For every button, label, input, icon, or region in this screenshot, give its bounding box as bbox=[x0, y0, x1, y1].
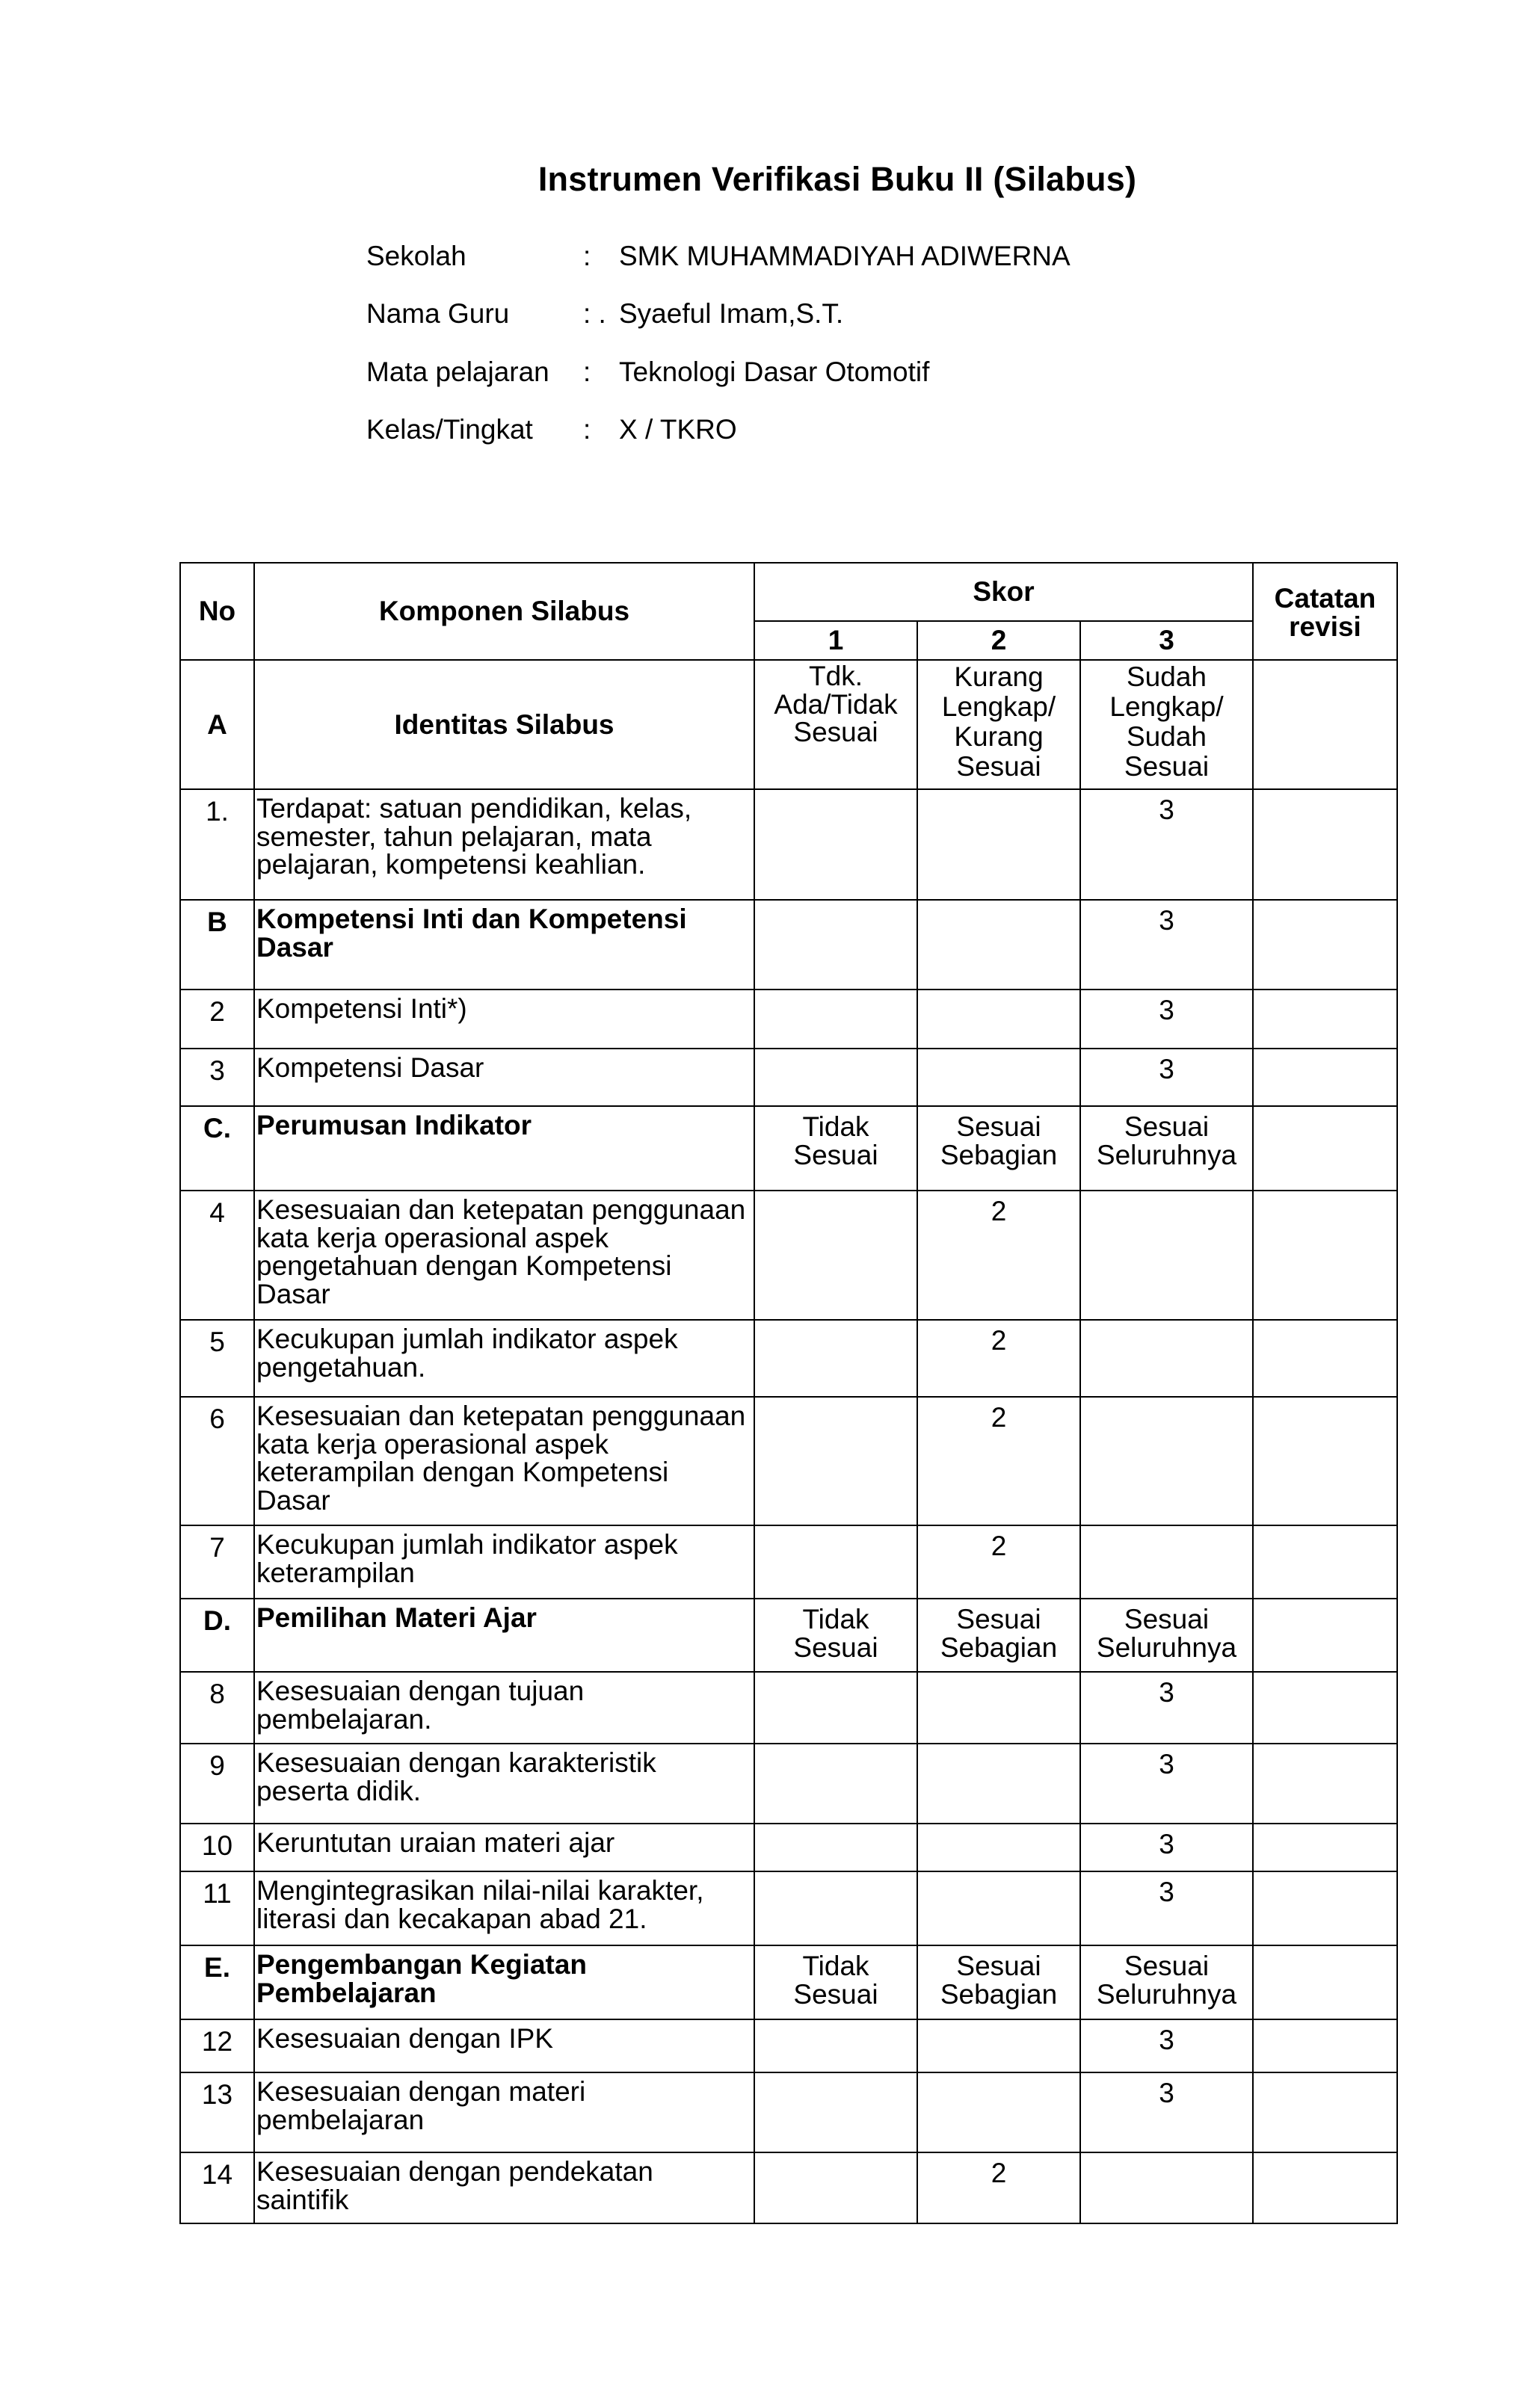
table-row bbox=[180, 2019, 1397, 2072]
score-cell-1 bbox=[754, 1191, 917, 1320]
catatan-cell bbox=[1253, 900, 1397, 990]
score-legend-3: Sudah Lengkap/ Sudah Sesuai bbox=[1080, 660, 1253, 789]
score-cell-3: 3 bbox=[1080, 990, 1253, 1049]
score-legend-1: Tidak Sesuai bbox=[754, 1106, 917, 1191]
row-text: Kesesuaian dengan pendekatan saintifik bbox=[254, 2152, 754, 2223]
section-row-b bbox=[180, 900, 1397, 990]
score-cell-2: 2 bbox=[917, 1525, 1080, 1599]
table-row bbox=[180, 1320, 1397, 1397]
score-cell-2: 2 bbox=[917, 1397, 1080, 1525]
row-no: 8 bbox=[180, 1672, 254, 1744]
section-title: Kompetensi Inti dan Kompetensi Dasar bbox=[254, 900, 754, 990]
row-text: Kesesuaian dengan materi pembelajaran bbox=[254, 2072, 754, 2152]
row-text: Kompetensi Dasar bbox=[254, 1049, 754, 1106]
row-text: Mengintegrasikan nilai-nilai karakter, literasi dan kecakapan abad 21. bbox=[254, 1871, 754, 1945]
score-cell-1 bbox=[754, 990, 917, 1049]
row-no: 11 bbox=[180, 1871, 254, 1945]
score-legend-2: Sesuai Sebagian bbox=[917, 1945, 1080, 2019]
row-text: Terdapat: satuan pendidikan, kelas, semester, tahun pelajaran, mata pelajaran, kompetensi keahlian. bbox=[254, 789, 754, 900]
section-title: Pemilihan Materi Ajar bbox=[254, 1599, 754, 1672]
info-row-sekolah bbox=[366, 227, 1071, 285]
score-cell-1 bbox=[754, 1871, 917, 1945]
catatan-cell bbox=[1253, 1106, 1397, 1191]
info-label: Nama Guru bbox=[366, 298, 510, 330]
score-cell-2: 2 bbox=[917, 2152, 1080, 2223]
table-row bbox=[180, 1191, 1397, 1320]
row-no: 2 bbox=[180, 990, 254, 1049]
score-cell-2 bbox=[917, 2072, 1080, 2152]
section-title: Perumusan Indikator bbox=[254, 1106, 754, 1191]
row-text: Kesesuaian dan ketepatan penggunaan kata kerja operasional aspek keterampilan dengan Kompetensi Dasar bbox=[254, 1397, 754, 1525]
row-no: 3 bbox=[180, 1049, 254, 1106]
info-value: X / TKRO bbox=[619, 414, 737, 445]
header-skor: Skor bbox=[754, 563, 1253, 621]
info-row-mata-pelajaran bbox=[366, 343, 1071, 401]
catatan-cell bbox=[1253, 1049, 1397, 1106]
score-cell-2 bbox=[917, 1744, 1080, 1824]
section-no: C. bbox=[180, 1106, 254, 1191]
section-no: A bbox=[180, 660, 254, 789]
info-value: Syaeful Imam,S.T. bbox=[619, 298, 844, 330]
row-text: Kecukupan jumlah indikator aspek pengetahuan. bbox=[254, 1320, 754, 1397]
score-cell-2 bbox=[917, 789, 1080, 900]
section-no: B bbox=[180, 900, 254, 990]
score-legend-1: Tidak Sesuai bbox=[754, 1945, 917, 2019]
catatan-cell bbox=[1253, 990, 1397, 1049]
header-score-3: 3 bbox=[1080, 621, 1253, 660]
row-no: 12 bbox=[180, 2019, 254, 2072]
row-text: Kompetensi Inti*) bbox=[254, 990, 754, 1049]
table-row bbox=[180, 1397, 1397, 1525]
section-row-a bbox=[180, 660, 1397, 789]
section-no: E. bbox=[180, 1945, 254, 2019]
score-legend-3: Sesuai Seluruhnya bbox=[1080, 1106, 1253, 1191]
catatan-cell bbox=[1253, 1599, 1397, 1672]
score-cell-3 bbox=[1080, 1525, 1253, 1599]
row-text: Kesesuaian dengan IPK bbox=[254, 2019, 754, 2072]
table-row bbox=[180, 2152, 1397, 2223]
section-title: Pengembangan Kegiatan Pembelajaran bbox=[254, 1945, 754, 2019]
catatan-cell bbox=[1253, 1191, 1397, 1320]
score-cell-2: 2 bbox=[917, 1320, 1080, 1397]
row-text: Kesesuaian dan ketepatan penggunaan kata kerja operasional aspek pengetahuan dengan Kompetensi Dasar bbox=[254, 1191, 754, 1320]
score-cell-2 bbox=[917, 1824, 1080, 1871]
info-label: Kelas/Tingkat bbox=[366, 414, 533, 445]
table-row bbox=[180, 1525, 1397, 1599]
score-cell-1 bbox=[754, 900, 917, 990]
section-row-e bbox=[180, 1945, 1397, 2019]
catatan-cell bbox=[1253, 789, 1397, 900]
score-cell-1 bbox=[754, 789, 917, 900]
info-separator: : bbox=[583, 240, 591, 271]
row-no: 13 bbox=[180, 2072, 254, 2152]
catatan-cell bbox=[1253, 1945, 1397, 2019]
score-cell-1 bbox=[754, 2019, 917, 2072]
header-score-1: 1 bbox=[754, 621, 917, 660]
row-no: 4 bbox=[180, 1191, 254, 1320]
catatan-cell bbox=[1253, 2072, 1397, 2152]
row-no: 7 bbox=[180, 1525, 254, 1599]
catatan-cell bbox=[1253, 1824, 1397, 1871]
score-cell-3 bbox=[1080, 1191, 1253, 1320]
score-cell-2 bbox=[917, 1871, 1080, 1945]
score-cell-3: 3 bbox=[1080, 1744, 1253, 1824]
score-cell-1 bbox=[754, 1049, 917, 1106]
score-cell-3: 3 bbox=[1080, 1824, 1253, 1871]
score-cell-3: 3 bbox=[1080, 900, 1253, 990]
row-text: Keruntutan uraian materi ajar bbox=[254, 1824, 754, 1871]
info-block bbox=[366, 227, 1071, 459]
score-cell-2 bbox=[917, 990, 1080, 1049]
row-text: Kesesuaian dengan karakteristik peserta didik. bbox=[254, 1744, 754, 1824]
score-cell-1 bbox=[754, 2072, 917, 2152]
score-cell-2 bbox=[917, 1672, 1080, 1744]
section-row-c bbox=[180, 1106, 1397, 1191]
header-no: No bbox=[180, 563, 254, 660]
header-catatan: Catatan revisi bbox=[1253, 563, 1397, 660]
score-cell-3: 3 bbox=[1080, 1049, 1253, 1106]
header-row bbox=[180, 563, 1397, 621]
row-text: Kesesuaian dengan tujuan pembelajaran. bbox=[254, 1672, 754, 1744]
table-row bbox=[180, 990, 1397, 1049]
page-title: Instrumen Verifikasi Buku II (Silabus) bbox=[537, 160, 1137, 198]
section-no: D. bbox=[180, 1599, 254, 1672]
info-row-kelas bbox=[366, 401, 1071, 460]
score-cell-3: 3 bbox=[1080, 789, 1253, 900]
header-komponen: Komponen Silabus bbox=[254, 563, 754, 660]
score-cell-1 bbox=[754, 1525, 917, 1599]
score-cell-3: 3 bbox=[1080, 2072, 1253, 2152]
header-score-2: 2 bbox=[917, 621, 1080, 660]
catatan-cell bbox=[1253, 1744, 1397, 1824]
catatan-cell bbox=[1253, 1397, 1397, 1525]
row-no: 1. bbox=[180, 789, 254, 900]
score-cell-1 bbox=[754, 2152, 917, 2223]
score-cell-1 bbox=[754, 1672, 917, 1744]
score-legend-3: Sesuai Seluruhnya bbox=[1080, 1945, 1253, 2019]
score-cell-1 bbox=[754, 1397, 917, 1525]
score-cell-2 bbox=[917, 900, 1080, 990]
score-cell-1 bbox=[754, 1744, 917, 1824]
score-cell-2: 2 bbox=[917, 1191, 1080, 1320]
catatan-cell bbox=[1253, 660, 1397, 789]
info-label: Sekolah bbox=[366, 240, 466, 271]
row-no: 6 bbox=[180, 1397, 254, 1525]
score-legend-1: Tidak Sesuai bbox=[754, 1599, 917, 1672]
info-separator: : . bbox=[583, 298, 606, 330]
catatan-cell bbox=[1253, 1320, 1397, 1397]
row-text: Kecukupan jumlah indikator aspek keterampilan bbox=[254, 1525, 754, 1599]
row-no: 10 bbox=[180, 1824, 254, 1871]
score-cell-3: 3 bbox=[1080, 1672, 1253, 1744]
score-cell-3 bbox=[1080, 1397, 1253, 1525]
row-no: 14 bbox=[180, 2152, 254, 2223]
table-row bbox=[180, 1824, 1397, 1871]
info-row-nama-guru bbox=[366, 285, 1071, 344]
score-legend-2: Sesuai Sebagian bbox=[917, 1106, 1080, 1191]
catatan-cell bbox=[1253, 2152, 1397, 2223]
table-row bbox=[180, 1744, 1397, 1824]
catatan-cell bbox=[1253, 1871, 1397, 1945]
score-cell-2 bbox=[917, 1049, 1080, 1106]
score-cell-3: 3 bbox=[1080, 1871, 1253, 1945]
catatan-cell bbox=[1253, 1525, 1397, 1599]
score-cell-1 bbox=[754, 1824, 917, 1871]
score-cell-3 bbox=[1080, 1320, 1253, 1397]
info-separator: : bbox=[583, 356, 591, 387]
catatan-cell bbox=[1253, 2019, 1397, 2072]
score-legend-2: Kurang Lengkap/ Kurang Sesuai bbox=[917, 660, 1080, 789]
section-row-d bbox=[180, 1599, 1397, 1672]
verification-table bbox=[179, 562, 1398, 2224]
score-cell-3 bbox=[1080, 2152, 1253, 2223]
row-no: 5 bbox=[180, 1320, 254, 1397]
info-value: Teknologi Dasar Otomotif bbox=[619, 356, 930, 387]
table-row bbox=[180, 789, 1397, 900]
table-row bbox=[180, 1672, 1397, 1744]
info-separator: : bbox=[583, 414, 591, 445]
table-row bbox=[180, 2072, 1397, 2152]
table-row bbox=[180, 1871, 1397, 1945]
section-title: Identitas Silabus bbox=[254, 660, 754, 789]
row-no: 9 bbox=[180, 1744, 254, 1824]
info-label: Mata pelajaran bbox=[366, 356, 549, 387]
score-legend-1: Tdk. Ada/Tidak Sesuai bbox=[754, 660, 917, 789]
score-legend-3: Sesuai Seluruhnya bbox=[1080, 1599, 1253, 1672]
catatan-cell bbox=[1253, 1672, 1397, 1744]
score-cell-1 bbox=[754, 1320, 917, 1397]
score-legend-2: Sesuai Sebagian bbox=[917, 1599, 1080, 1672]
table-row bbox=[180, 1049, 1397, 1106]
score-cell-2 bbox=[917, 2019, 1080, 2072]
info-value: SMK MUHAMMADIYAH ADIWERNA bbox=[619, 240, 1071, 271]
score-cell-3: 3 bbox=[1080, 2019, 1253, 2072]
